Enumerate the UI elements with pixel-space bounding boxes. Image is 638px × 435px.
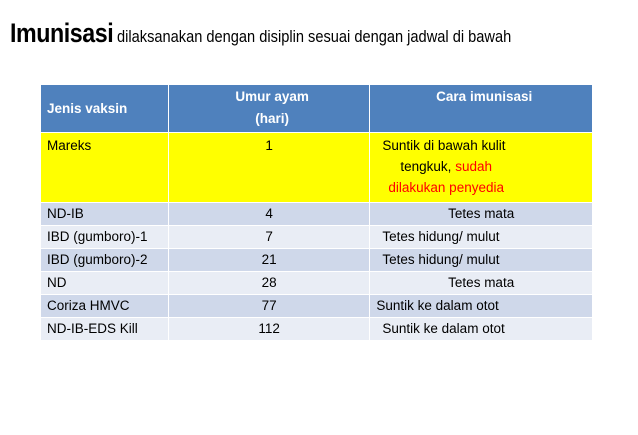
title-main: Imunisasi <box>10 18 114 48</box>
cell-cara: Suntik ke dalam otot <box>370 295 593 318</box>
cell-jenis: Coriza HMVC <box>41 295 169 318</box>
title-subtitle: dilaksanakan dengan disiplin sesuai dengan jadwal di bawah <box>116 27 511 46</box>
cell-cara: Suntik ke dalam otot <box>370 318 593 341</box>
cell-cara <box>370 133 593 203</box>
cell-cara: Tetes hidung/ mulut <box>370 226 593 249</box>
cell-jenis: IBD (gumboro)-1 <box>41 226 169 249</box>
table-row <box>41 272 593 295</box>
header-umur-line1: Umur ayam <box>235 89 309 104</box>
header-umur-line2: (hari) <box>255 111 289 126</box>
cell-cara: Tetes mata <box>370 203 593 226</box>
cell-umur: 77 <box>168 295 370 318</box>
table-row <box>41 318 593 341</box>
cell-umur: 1 <box>168 133 370 203</box>
header-cara-imunisasi: Cara imunisasi <box>370 85 593 133</box>
cell-umur: 112 <box>168 318 370 341</box>
cell-cara: Tetes hidung/ mulut <box>370 249 593 272</box>
cell-cara: Tetes mata <box>370 272 593 295</box>
table-row <box>41 226 593 249</box>
slide-title <box>10 18 575 49</box>
table-row <box>41 249 593 272</box>
cell-umur: 21 <box>168 249 370 272</box>
table-header-row <box>41 85 593 133</box>
table-row <box>41 295 593 318</box>
cara-line2-red: sudah <box>455 159 492 174</box>
table-row-mareks <box>41 133 593 203</box>
header-umur-ayam <box>168 85 370 133</box>
cell-umur: 4 <box>168 203 370 226</box>
cara-line2-black: tengkuk, <box>400 159 452 174</box>
header-jenis-vaksin: Jenis vaksin <box>41 85 169 133</box>
cell-jenis: ND-IB-EDS Kill <box>41 318 169 341</box>
cara-line1: Suntik di bawah kulit <box>382 138 506 153</box>
cell-jenis: Mareks <box>41 133 169 203</box>
table-row <box>41 203 593 226</box>
cara-line2 <box>382 156 592 177</box>
cell-umur: 7 <box>168 226 370 249</box>
cell-jenis: ND-IB <box>41 203 169 226</box>
cara-line3-red: dilakukan penyedia <box>388 180 504 195</box>
vaccination-schedule-table <box>40 84 593 341</box>
cell-jenis: IBD (gumboro)-2 <box>41 249 169 272</box>
cell-umur: 28 <box>168 272 370 295</box>
cell-jenis: ND <box>41 272 169 295</box>
